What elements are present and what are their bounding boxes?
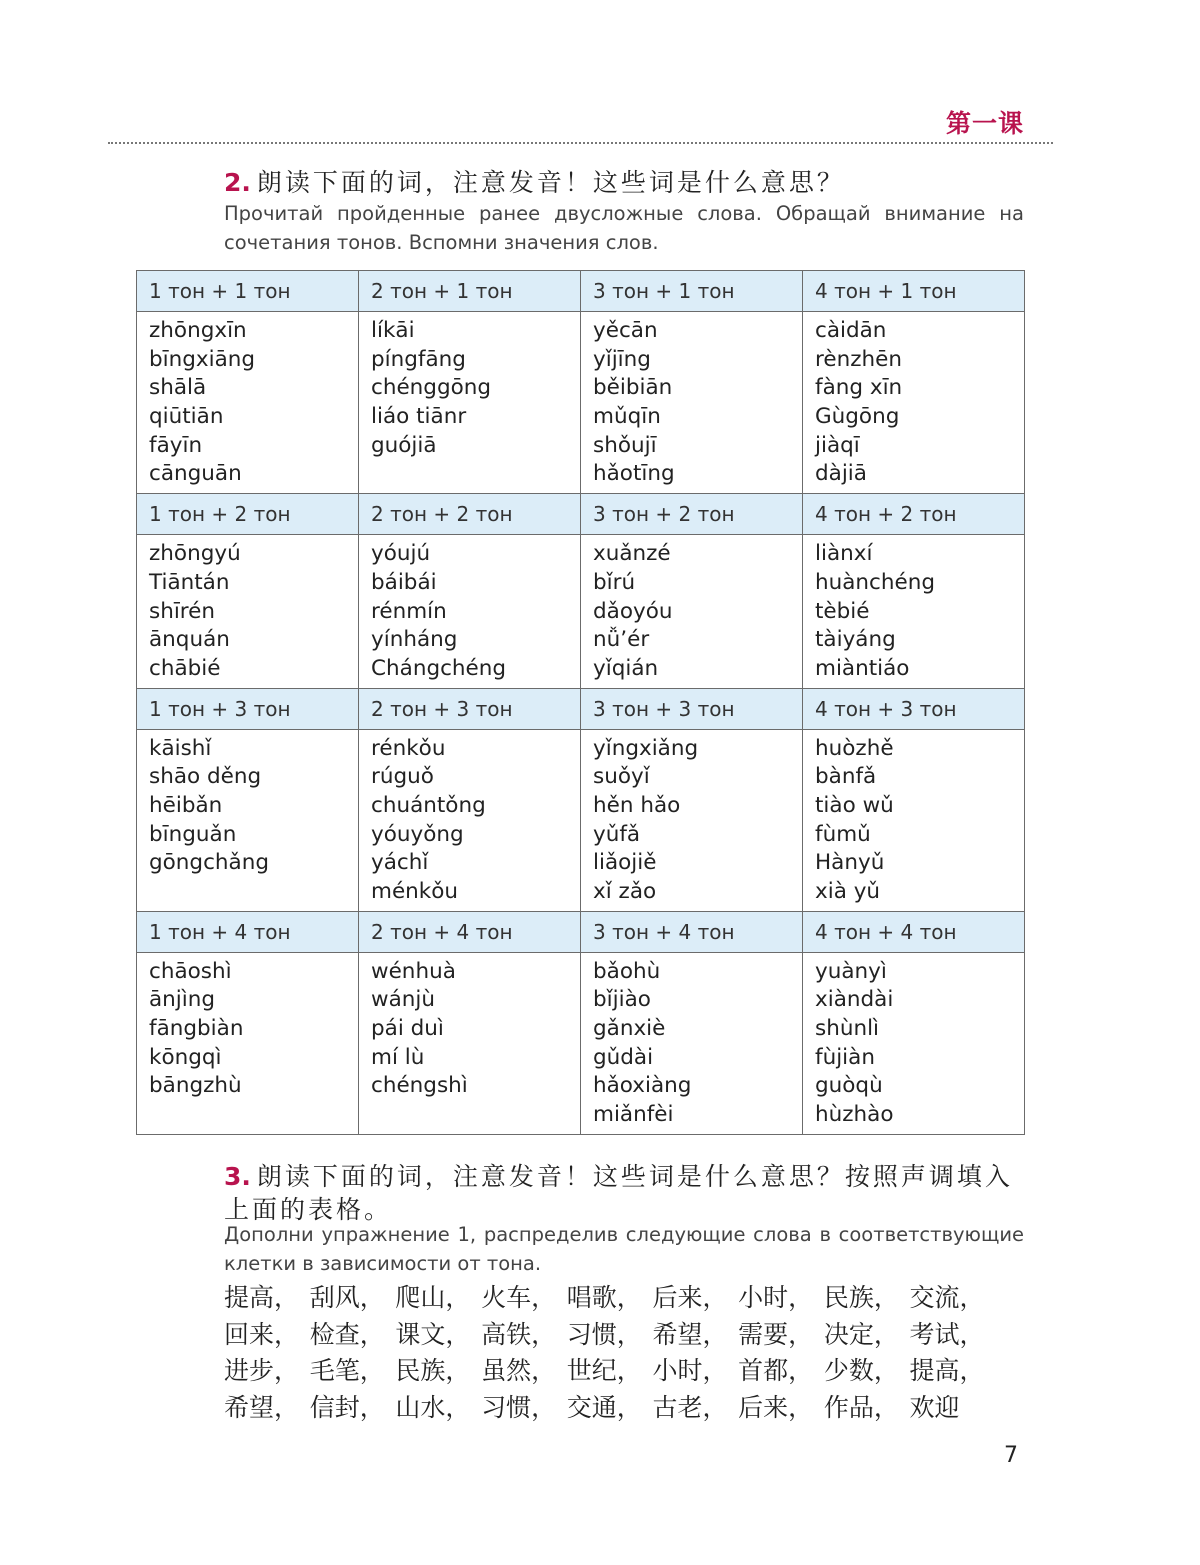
pinyin-word: guòqù	[815, 1073, 883, 1099]
pinyin-word: ānquán	[149, 627, 230, 653]
hanzi-word: 后来，	[652, 1283, 728, 1312]
tone-word-cell	[359, 312, 581, 494]
pinyin-word: suǒyǐ	[593, 764, 650, 790]
pinyin-word: kāishǐ	[149, 735, 212, 761]
pinyin-word: Chángchéng	[371, 655, 507, 681]
exercise-3-instruction: Дополни упражнение 1, распределив следующие слова в соответствующие клетки в зависимости от тона.	[224, 1223, 1024, 1275]
pinyin-word: gǎnxiè	[593, 1016, 666, 1042]
pinyin-word: yuànyì	[815, 958, 887, 984]
tone-combination-header: 4 тон + 4 тон	[803, 911, 1025, 952]
hanzi-word: 需要，	[738, 1319, 814, 1349]
tone-header-row	[137, 271, 1025, 312]
pinyin-word: hēibǎn	[149, 792, 223, 818]
tone-word-cell	[137, 729, 359, 911]
pinyin-word: cānguān	[149, 461, 242, 487]
pinyin-word: chéngshì	[371, 1073, 468, 1099]
pinyin-word: líkāi	[371, 318, 415, 343]
pinyin-word: Gùgōng	[815, 404, 900, 430]
hanzi-word: 希望，	[652, 1319, 728, 1349]
exercise-2-instruction: Прочитай пройденные ранее двусложные слова. Обращай внимание на сочетания тонов. Вспомни значения слов.	[224, 202, 1024, 254]
tone-combination-header: 3 тон + 2 тон	[581, 494, 803, 535]
pinyin-word: liǎojiě	[593, 850, 657, 876]
hanzi-word: 虽然，	[481, 1356, 557, 1385]
tone-words-row	[137, 952, 1025, 1134]
pinyin-word: chénggōng	[371, 375, 492, 401]
hanzi-line	[224, 1390, 995, 1427]
tone-words-row	[137, 729, 1025, 911]
pinyin-word: huànchéng	[815, 569, 936, 595]
exercise-2-heading-text: 朗读下面的词，注意发音！这些词是什么意思？	[256, 168, 845, 197]
tone-words-row	[137, 312, 1025, 494]
tone-combination-header: 2 тон + 2 тон	[359, 494, 581, 535]
pinyin-word: bāngzhù	[149, 1073, 242, 1099]
pinyin-word: fùjiàn	[815, 1044, 875, 1070]
header-divider	[108, 142, 1053, 144]
pinyin-word: zhōngxīn	[149, 318, 247, 343]
pinyin-word: hǎoxiàng	[593, 1073, 692, 1099]
tone-word-cell	[581, 729, 803, 911]
tone-combination-header: 2 тон + 4 тон	[359, 911, 581, 952]
pinyin-word: rènzhēn	[815, 346, 902, 372]
hanzi-word: 提高，	[224, 1283, 300, 1312]
hanzi-word: 进步，	[224, 1356, 300, 1385]
pinyin-word: chuántǒng	[371, 792, 486, 818]
pinyin-word: xuǎnzé	[593, 541, 671, 567]
pinyin-word: bǎohù	[593, 958, 661, 984]
pinyin-word: miàntiáo	[815, 655, 910, 681]
pinyin-word: bīnguǎn	[149, 821, 237, 847]
tone-combination-header: 1 тон + 4 тон	[137, 911, 359, 952]
hanzi-word: 少数，	[823, 1356, 899, 1385]
hanzi-word: 高铁，	[481, 1319, 557, 1349]
pinyin-word: liànxí	[815, 541, 873, 567]
hanzi-word: 山水，	[395, 1392, 471, 1422]
pinyin-word: nǚ’ér	[593, 627, 650, 653]
tone-combination-header: 1 тон + 1 тон	[137, 271, 359, 312]
tone-header-row	[137, 688, 1025, 729]
tone-word-cell	[803, 729, 1025, 911]
hanzi-word: 习惯，	[481, 1392, 557, 1422]
pinyin-word: ménkǒu	[371, 879, 459, 904]
hanzi-word: 检查，	[309, 1319, 385, 1349]
pinyin-word: hǎotīng	[593, 461, 675, 487]
page-number: 7	[1004, 1443, 1018, 1468]
pinyin-word: tèbié	[815, 598, 870, 624]
pinyin-word: yóuyǒng	[371, 821, 464, 847]
pinyin-word: fāyīn	[149, 432, 203, 458]
tone-word-cell	[581, 535, 803, 688]
pinyin-word: bànfǎ	[815, 764, 877, 790]
pinyin-word: bǐrú	[593, 569, 636, 595]
pinyin-word: xià yǔ	[815, 879, 881, 904]
hanzi-word: 作品，	[823, 1392, 899, 1422]
tone-word-cell	[581, 952, 803, 1134]
hanzi-word: 火车，	[481, 1283, 557, 1312]
hanzi-word: 毛笔，	[309, 1356, 385, 1385]
pinyin-word: shāo děng	[149, 764, 262, 790]
pinyin-word: tàiyáng	[815, 627, 896, 653]
tone-word-cell	[803, 535, 1025, 688]
pinyin-word: Tiāntán	[149, 569, 230, 595]
exercise-3-heading-text: 朗读下面的词，注意发音！这些词是什么意思？按照声调填入	[256, 1162, 1013, 1191]
pinyin-word: yǐqián	[593, 655, 659, 681]
pinyin-word: tiào wǔ	[815, 792, 894, 818]
pinyin-word: fàng xīn	[815, 375, 903, 401]
hanzi-word: 小时，	[738, 1283, 814, 1312]
pinyin-word: gōngchǎng	[149, 850, 269, 876]
pinyin-word: chāoshì	[149, 958, 232, 984]
hanzi-word: 信封，	[309, 1392, 385, 1422]
pinyin-word: miǎnfèi	[593, 1102, 674, 1128]
pinyin-word: yǔfǎ	[593, 821, 641, 847]
tone-word-cell	[359, 535, 581, 688]
hanzi-word: 提高，	[909, 1356, 985, 1385]
exercise-3-heading-text-2: 上面的表格。	[224, 1195, 393, 1224]
pinyin-word: yǐngxiǎng	[593, 735, 699, 761]
hanzi-word: 首都，	[738, 1356, 814, 1385]
exercise-3-heading	[224, 1160, 1013, 1226]
pinyin-word: bǐjiào	[593, 987, 651, 1013]
lesson-title: 第一课	[945, 109, 1024, 138]
tone-header-row	[137, 494, 1025, 535]
pinyin-word: shùnlì	[815, 1016, 880, 1042]
tone-word-cell	[803, 312, 1025, 494]
exercise-2-heading	[224, 166, 845, 199]
pinyin-word: guójiā	[371, 432, 437, 458]
tone-word-cell	[137, 312, 359, 494]
pinyin-word: liáo tiānr	[371, 404, 467, 430]
pinyin-word: wánjù	[371, 987, 435, 1013]
tone-word-cell	[581, 312, 803, 494]
pinyin-word: xiàndài	[815, 987, 894, 1013]
tone-combination-header: 2 тон + 3 тон	[359, 688, 581, 729]
pinyin-word: běibiān	[593, 375, 673, 401]
hanzi-word: 考试，	[909, 1319, 985, 1349]
pinyin-word: fùmǔ	[815, 821, 871, 847]
hanzi-word: 交通，	[566, 1392, 642, 1422]
pinyin-word: kōngqì	[149, 1044, 222, 1070]
tone-word-cell	[359, 952, 581, 1134]
hanzi-word: 欢迎	[909, 1392, 960, 1422]
pinyin-word: Hànyǔ	[815, 850, 885, 876]
pinyin-word: yǐjīng	[593, 346, 651, 372]
pinyin-word: huòzhě	[815, 735, 894, 761]
hanzi-word: 习惯，	[566, 1319, 642, 1349]
hanzi-word: 交流，	[909, 1283, 985, 1312]
tone-table	[136, 270, 1025, 1135]
exercise-3-word-list	[224, 1280, 995, 1426]
pinyin-word: zhōngyú	[149, 541, 241, 567]
pinyin-word: fāngbiàn	[149, 1016, 244, 1042]
hanzi-word: 后来，	[738, 1392, 814, 1422]
tone-word-cell	[803, 952, 1025, 1134]
tone-header-row	[137, 911, 1025, 952]
tone-words-row	[137, 535, 1025, 688]
pinyin-word: shālā	[149, 375, 207, 401]
pinyin-word: dàjiā	[815, 461, 867, 487]
tone-word-cell	[137, 952, 359, 1134]
pinyin-word: mǔqīn	[593, 404, 661, 430]
hanzi-word: 唱歌，	[566, 1283, 642, 1312]
pinyin-word: wénhuà	[371, 958, 456, 984]
hanzi-word: 希望，	[224, 1392, 300, 1422]
pinyin-word: mí lù	[371, 1044, 425, 1070]
pinyin-word: hěn hǎo	[593, 792, 681, 818]
pinyin-word: yóujú	[371, 541, 431, 567]
tone-word-cell	[137, 535, 359, 688]
hanzi-word: 古老，	[652, 1392, 728, 1422]
pinyin-word: dǎoyóu	[593, 598, 673, 624]
pinyin-word: ānjìng	[149, 987, 216, 1013]
pinyin-word: hùzhào	[815, 1102, 894, 1128]
pinyin-word: rénmín	[371, 598, 447, 624]
exercise-3-number: 3.	[224, 1162, 251, 1191]
tone-combination-header: 4 тон + 2 тон	[803, 494, 1025, 535]
tone-combination-header: 3 тон + 1 тон	[581, 271, 803, 312]
pinyin-word: yáchǐ	[371, 850, 429, 876]
pinyin-word: shīrén	[149, 598, 216, 624]
exercise-2-number: 2.	[224, 168, 251, 197]
pinyin-word: pái duì	[371, 1016, 444, 1042]
tone-combination-header: 2 тон + 1 тон	[359, 271, 581, 312]
hanzi-word: 民族，	[823, 1283, 899, 1312]
pinyin-word: bīngxiāng	[149, 346, 256, 372]
tone-combination-header: 1 тон + 3 тон	[137, 688, 359, 729]
tone-combination-header: 4 тон + 1 тон	[803, 271, 1025, 312]
pinyin-word: rúguǒ	[371, 764, 434, 790]
hanzi-word: 回来，	[224, 1319, 300, 1349]
hanzi-line	[224, 1280, 995, 1317]
pinyin-word: gǔdài	[593, 1044, 654, 1070]
pinyin-word: qiūtiān	[149, 404, 224, 430]
hanzi-word: 民族，	[395, 1356, 471, 1385]
pinyin-word: xǐ zǎo	[593, 879, 657, 904]
pinyin-word: shǒujī	[593, 432, 657, 458]
hanzi-word: 课文，	[395, 1319, 471, 1349]
pinyin-word: píngfāng	[371, 346, 466, 372]
pinyin-word: yínháng	[371, 627, 458, 653]
hanzi-line	[224, 1353, 995, 1390]
pinyin-word: chābié	[149, 655, 221, 681]
tone-combination-header: 3 тон + 3 тон	[581, 688, 803, 729]
pinyin-word: càidān	[815, 318, 887, 343]
tone-word-cell	[359, 729, 581, 911]
hanzi-word: 小时，	[652, 1356, 728, 1385]
pinyin-word: rénkǒu	[371, 735, 446, 761]
pinyin-word: báibái	[371, 569, 437, 595]
tone-combination-header: 1 тон + 2 тон	[137, 494, 359, 535]
tone-combination-header: 3 тон + 4 тон	[581, 911, 803, 952]
hanzi-word: 刮风，	[309, 1283, 385, 1312]
hanzi-word: 爬山，	[395, 1283, 471, 1312]
hanzi-word: 世纪，	[566, 1356, 642, 1385]
hanzi-line	[224, 1317, 995, 1354]
pinyin-word: jiàqī	[815, 432, 860, 458]
pinyin-word: yěcān	[593, 318, 658, 343]
hanzi-word: 决定，	[823, 1319, 899, 1349]
tone-combination-header: 4 тон + 3 тон	[803, 688, 1025, 729]
